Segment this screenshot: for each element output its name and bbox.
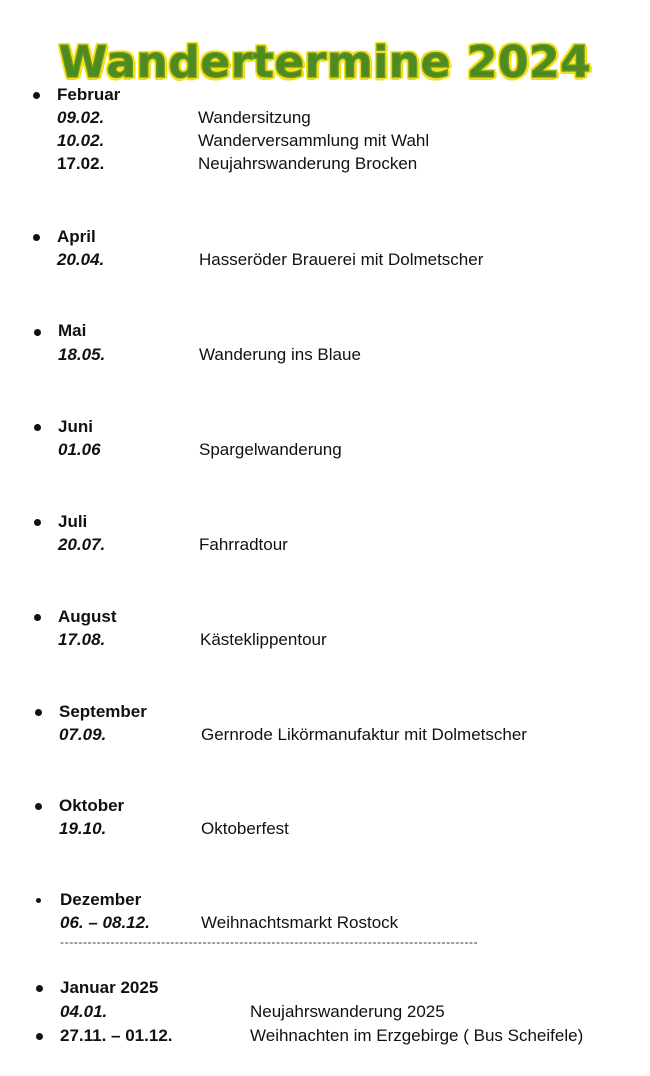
- event-description: Gernrode Likörmanufaktur mit Dolmetscher: [201, 725, 527, 744]
- month-heading-juli: Juli: [58, 512, 88, 531]
- month-heading-mai: Mai: [58, 321, 87, 340]
- event-description: Weihnachten im Erzgebirge ( Bus Scheifele): [250, 1026, 584, 1045]
- dashed-separator: -------------------------------------------------------------------------------------------: [60, 936, 479, 948]
- bullet-icon: [36, 985, 43, 992]
- event-description: Weihnachtsmarkt Rostock: [201, 913, 399, 932]
- event-description: Wanderversammlung mit Wahl: [198, 131, 430, 150]
- month-heading-dezember: Dezember: [60, 890, 142, 909]
- event-date: 06. – 08.12.: [60, 913, 150, 932]
- event-date: 27.11. – 01.12.: [60, 1026, 173, 1045]
- event-description: Kästeklippentour: [200, 630, 327, 649]
- event-description: Hasseröder Brauerei mit Dolmetscher: [199, 250, 484, 269]
- bullet-icon: [35, 803, 42, 810]
- event-date: 18.05.: [58, 345, 106, 364]
- event-description: Neujahrswanderung 2025: [250, 1002, 445, 1021]
- month-heading-oktober: Oktober: [59, 796, 125, 815]
- month-heading-april: April: [57, 227, 96, 246]
- bullet-icon: [34, 519, 41, 526]
- event-date: 10.02.: [57, 131, 105, 150]
- bullet-icon: [33, 234, 40, 241]
- event-description: Oktoberfest: [201, 819, 289, 838]
- month-heading-februar: Februar: [57, 85, 121, 104]
- event-date: 20.07.: [58, 535, 106, 554]
- event-date: 09.02.: [57, 108, 105, 127]
- bullet-icon: [35, 709, 42, 716]
- event-date: 07.09.: [59, 725, 107, 744]
- month-heading-august: August: [58, 607, 117, 626]
- event-description: Wandersitzung: [198, 108, 311, 127]
- page-title: Wandertermine 2024: [58, 37, 592, 89]
- event-date: 19.10.: [59, 819, 107, 838]
- event-description: Wanderung ins Blaue: [199, 345, 361, 364]
- bullet-icon: [34, 424, 41, 431]
- event-date: 17.02.: [57, 154, 105, 173]
- event-description: Neujahrswanderung Brocken: [198, 154, 418, 173]
- event-date: 04.01.: [60, 1002, 108, 1021]
- bullet-icon: [34, 614, 41, 621]
- bullet-icon: [36, 898, 41, 903]
- event-description: Spargelwanderung: [199, 440, 342, 459]
- event-description: Fahrradtour: [199, 535, 288, 554]
- bullet-icon: [36, 1033, 43, 1040]
- bullet-icon: [33, 92, 40, 99]
- event-date: 20.04.: [57, 250, 105, 269]
- bullet-icon: [34, 329, 41, 336]
- event-date: 01.06: [58, 440, 101, 459]
- month-heading-juni: Juni: [58, 417, 93, 436]
- event-date: 17.08.: [58, 630, 106, 649]
- month-heading-januar-2025: Januar 2025: [60, 978, 159, 997]
- month-heading-september: September: [59, 702, 147, 721]
